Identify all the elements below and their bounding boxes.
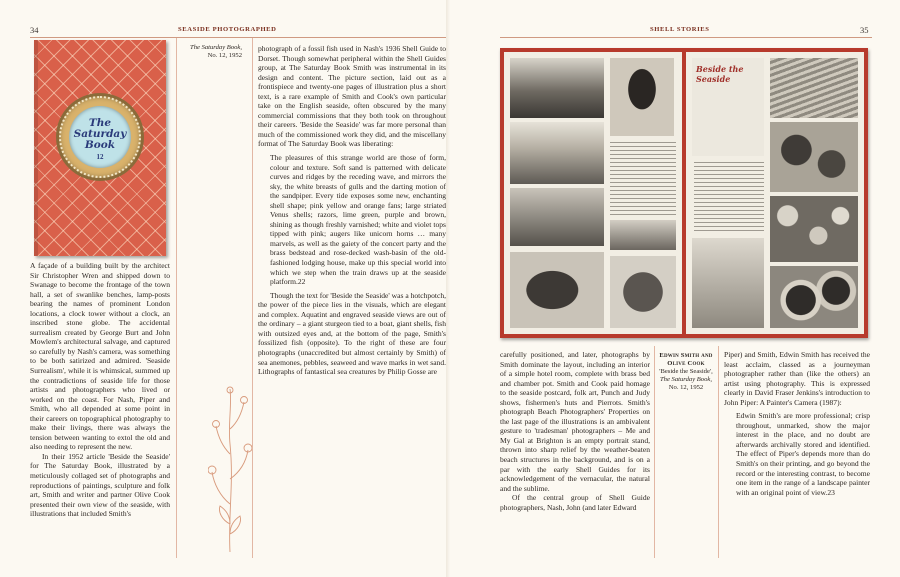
spread-title-panel (692, 58, 764, 156)
caption-right (656, 352, 716, 392)
beside-the-seaside-spread-image (500, 48, 868, 338)
caption-names: Edwin Smith and Olive Cook (659, 352, 713, 367)
column-rule-right-1 (654, 346, 655, 558)
photo-ships (510, 188, 604, 246)
medallion-center (69, 106, 131, 168)
caption-book: The Saturday Book, (660, 376, 712, 383)
photo-fish (510, 252, 604, 328)
caption-issue: No. 12, 1952 (207, 52, 242, 59)
left-column-1 (30, 261, 170, 519)
running-head-left: SEASIDE PHOTOGRAPHED (178, 26, 277, 33)
column-rule-left-1 (176, 38, 177, 558)
photo-anemones (770, 122, 858, 192)
cover-number: 12 (96, 153, 104, 161)
left-column-2 (258, 44, 446, 377)
caption-issue-right: No. 12, 1952 (668, 384, 704, 391)
header-rule-left (30, 37, 446, 38)
photo-pebbles (770, 196, 858, 262)
paragraph: In their 1952 article 'Beside the Seaside' for The Saturday Book, illustrated by a meticulously collaged set of photographs and reproductions of paintings, sculpture and folk art, Smith and writer and partner Olive Cook presented their own view of the seaside, with illustrations that included Smith's (30, 451, 170, 519)
header-rule-right (500, 37, 872, 38)
block-quote (736, 411, 870, 497)
page-number-right: 35 (860, 25, 869, 35)
column-rule-right-2 (718, 346, 719, 558)
cover-spine (34, 40, 38, 256)
page-number-left: 34 (30, 25, 39, 35)
column-rule-left-2 (252, 38, 253, 558)
spread-right-leaf (686, 52, 864, 334)
cover-title: The Saturday Book (73, 117, 127, 151)
paragraph: Of the central group of Shell Guide photographers, Nash, John (and later Edward (500, 493, 650, 512)
photo-cliffs (510, 122, 604, 184)
spread-title: Beside the Seaside (696, 64, 744, 84)
photo-sea-urchins (770, 266, 858, 328)
photo-portrait (610, 58, 674, 136)
botanical-illustration (208, 384, 252, 554)
photo-seaweed (692, 238, 764, 328)
photo-sand-ripples (770, 58, 858, 118)
photo-shells-small (610, 220, 676, 250)
caption-title-right: 'Beside the Seaside', (659, 368, 713, 375)
paragraph: photograph of a fossil fish used in Nash's 1936 Shell Guide to Dorset. Though somewhat peripheral within the Shell Guides group, at The Saturday Book Smith was instrumental in its design and content. The picture section, laid out as a frontispiece and twenty-one pages of illustration plus a short text, is a rare example of Smith and Cook's own particular take on the English seaside, often obscured by the many commercial commissions that they both took on throughout their careers. 'Beside the Seaside' was far more personal than much of the commissioned work they did, and the miscellany format of The Saturday Book was liberating: (258, 44, 446, 149)
paragraph: Though the text for 'Beside the Seaside' was a hotchpotch, the power of the piece lies in the visuals, which are elegant and complex. Aquatint and engraved seaside views are out of the ordinary – a giant sturgeon tied to a boat, giant shells, fish with outsized eyes and, at the bottom of the page, Smith's fossilized fish (opposite). To the right of these are four photographs (unaccredited but almost certainly by Smith) of sea anemones, pebbles, seaweed and wave marks in wet sand. Lithographs of fantastical sea creatures by Philip Gosse are (258, 290, 446, 377)
photo-sturgeon (510, 58, 604, 118)
quote-text: The pleasures of this strange world are those of form, colour and texture. Soft sand is patterned with delicate curves and ridges by the receding wave, and mirrors the sky, the white breasts of gulls and the darting motion of the sandpiper. Every tide exposes some new, enchanting shell shape; pink yellow and orange fans; large striated Venus shells; razors, lime green, purple and brown, shining as though freshly varnished; white and violet tops tipped with pink; augers like unicorn horns … many marvels, as well as the gaiety of the concert party and the brass bedstead and rose-decked wash-basin of the old-fashioned lodging house, make up this special world into which we step when the train draws up at the seaside platform.22 (270, 153, 446, 287)
right-column-2 (724, 350, 870, 501)
cover-medallion (59, 96, 141, 178)
running-head-right: SHELL STORIES (650, 26, 710, 33)
block-quote (270, 153, 446, 287)
photo-fossil (610, 256, 676, 328)
quote-text: Edwin Smith's are more professional; crisp throughout, unmarked, show the major interest in the place, and no doubt are afterwards archivally stored and identified. The effect of Piper's depends more than do Smith's on their printing, and go beyond the record or the interesting contrast, to become one item in the range of a landscape painter with an original point of view.23 (736, 411, 870, 497)
paragraph: carefully positioned, and later, photographs by Smith dominate the layout, including an interior of a simple hotel room, complete with brass bed and chamber pot. Smith and Cook paid homage to the seaside postcard, folk art, Punch and Judy shows, fishermen's huts and Pierrots. Smith's photograph Beach Photographers' Properties on the last page of the illustrations is an ambivalent gesture to 'tradesman' photographers – Me and My Gal at Brighton is an empty portrait stand, thrown into sharp relief by the weather-beaten beach structures in the background, and is on a par with the early Shell Guides for its acknowledgement of the vernacular, the natural and the sublime. (500, 350, 650, 493)
spread-text-left (610, 142, 676, 216)
paragraph: A façade of a building built by the architect Sir Christopher Wren and shipped down to Swanage to become the frontage of the town hall, a set of swanlike benches, lamp-posts bearing the names of prominent London locations, a clock tower without a clock, an inscribed stone globe. The accidental surrealism created by George Burt and John Mowlem's architectural salvage, and captured so carefully by Nash's camera, was something to be both satirized and admired. 'Seaside Surrealism', while it is whimsical, summed up the contradictions of seaside life for those artists and photographers who lived or worked on the coast. For Nash, Piper and Smith, who all depended at some point in their careers on topographical photography to make their livings, there was always the tension between wanting to extol the old and also needing to represent the new. (30, 261, 170, 452)
right-column-1 (500, 350, 650, 512)
spread-text-right (694, 162, 764, 232)
saturday-book-cover-image (34, 40, 166, 256)
caption-left (180, 44, 242, 60)
spread-left-leaf (504, 52, 682, 334)
caption-title: The Saturday Book, (190, 44, 242, 51)
paragraph: Piper) and Smith, Edwin Smith has received the least acclaim, classed as a journeyman photographer rather than (like the others) an artist using photography. This is expressed clearly in David Fraser Jenkins's introduction to John Piper: A Painter's Camera (1987): (724, 350, 870, 407)
